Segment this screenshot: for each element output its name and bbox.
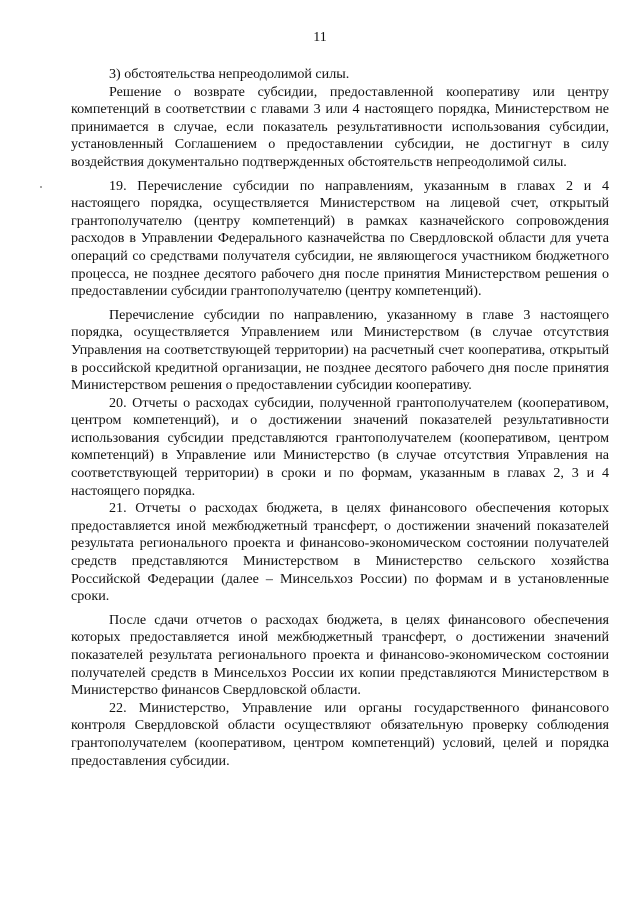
paragraph-transfer-chapter-3: Перечисление субсидии по направлению, указанному в главе 3 настоящего порядка, осуществляется Управлением или Министерством (в случае отсутствия Управления на соответствующей территории) на расчетный счет кооператива, открытый в российской кредитной организации, не позднее десятого рабочего дня после принятия Министерством решения о предоставлении субсидии кооперативу.: [71, 306, 609, 394]
page-number: 11: [313, 30, 327, 45]
paragraph-20-reports: 20. Отчеты о расходах субсидии, полученной грантополучателем (кооперативом, центром компетенций), и о достижении значений показателей результативности использования субсидии представляются грантополучателем (кооперативом, центром компетенций) в Управление или Министерство (в случае отсутствия Управления на соответствующей территории) в сроки и по формам, указанным в главах 2, 3 и 4 настоящего порядка.: [71, 394, 609, 499]
paragraph-21-budget-reports: 21. Отчеты о расходах бюджета, в целях финансового обеспечения которых предоставляется иной межбюджетный трансферт, о достижении значений показателей результата регионального проекта и финансово-экономическом состоянии получателей средств представляются Министерством в Министерство сельского хозяйства Российской Федерации (далее – Минсельхоз России) по формам и в установленные сроки.: [71, 500, 609, 605]
paragraph-report-copies: После сдачи отчетов о расходах бюджета, в целях финансового обеспечения которых предоставляется иной межбюджетный трансферт, о достижении значений показателей результата регионального проекта и финансово-экономическом состоянии получателей средств в Минсельхоз России их копии представляются Министерством в Министерство финансов Свердловской области.: [71, 611, 609, 699]
document-body: [71, 66, 609, 770]
paragraph-22-control: 22. Министерство, Управление или органы государственного финансового контроля Свердловской области осуществляют обязательную проверку соблюдения грантополучателем (кооперативом, центром компетенций) условий, целей и порядка предоставления субсидии.: [71, 699, 609, 769]
paragraph-19-transfer: 19. Перечисление субсидии по направлениям, указанным в главах 2 и 4 настоящего порядка, осуществляется Министерством на лицевой счет, открытый грантополучателю (центру компетенций) в рамках казначейского сопровождения расходов в Управлении Федерального казначейства по Свердловской области для учета операций со средствами получателя субсидии, не являющегося участником бюджетного процесса, не позднее десятого рабочего дня после принятия Министерством решения о предоставлении субсидии грантополучателю (центру компетенций).: [71, 177, 609, 300]
margin-mark: [40, 186, 42, 188]
paragraph-refund-decision: Решение о возврате субсидии, предоставленной кооперативу или центру компетенций в соответствии с главами 3 или 4 настоящего порядка, Министерством не принимается в случае, если показатель результативности использования субсидии, установленный Соглашением о предоставлении субсидии, не достигнут в силу воздействия документально подтвержденных обстоятельств непреодолимой силы.: [71, 83, 609, 170]
paragraph-force-majeure-item: 3) обстоятельства непреодолимой силы.: [109, 66, 350, 82]
